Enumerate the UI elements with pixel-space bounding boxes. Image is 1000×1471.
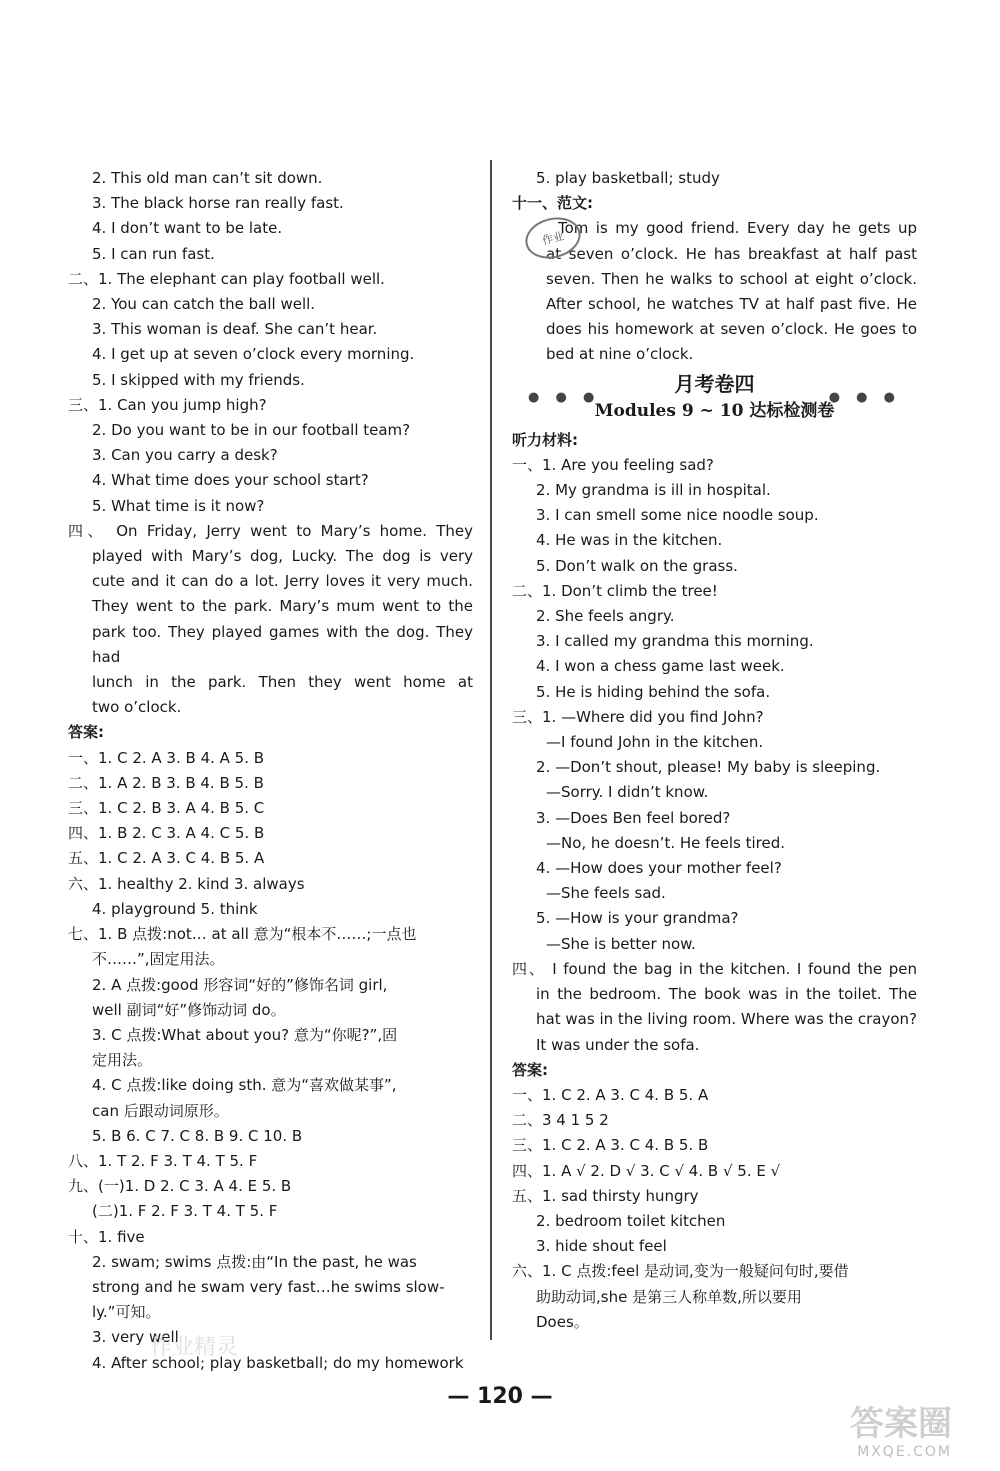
text-line: 助助动词,she 是第三人称单数,所以要用	[536, 1287, 802, 1306]
text-line: 三、1. —Where did you find John?	[512, 707, 764, 726]
text-line: 2. She feels angry.	[536, 607, 675, 626]
text-line: 五、1. sad thirsty hungry	[512, 1186, 699, 1205]
text-line: 十一、范文:	[512, 194, 593, 213]
text-line: 3. hide shout feel	[536, 1237, 667, 1256]
text-line: 一、1. C 2. A 3. C 4. B 5. A	[512, 1085, 709, 1104]
text-line: can 后跟动词原形。	[92, 1101, 229, 1120]
homework-stamp: 作业	[521, 212, 585, 264]
text-line: 听力材料:	[512, 430, 578, 449]
text-line: 3. Can you carry a desk?	[92, 446, 278, 465]
text-line: —She is better now.	[546, 934, 696, 953]
text-line: 三、1. Can you jump high?	[68, 395, 267, 414]
text-line: 4. He was in the kitchen.	[536, 531, 723, 550]
text-line: 三、1. C 2. A 3. C 4. B 5. B	[512, 1136, 709, 1155]
text-line: 八、1. T 2. F 3. T 4. T 5. F	[68, 1151, 258, 1170]
text-line: 七、1. B 点拨:not… at all 意为“根本不……;一点也	[68, 925, 417, 944]
text-line: 5. —How is your grandma?	[536, 909, 739, 928]
text-line: Does。	[536, 1312, 589, 1331]
text-line: 五、1. C 2. A 3. C 4. B 5. A	[68, 849, 265, 868]
text-line: 2. This old man can’t sit down.	[92, 169, 323, 187]
text-line: 答案:	[68, 723, 104, 742]
text-line: 5. What time is it now?	[92, 496, 265, 515]
text-line: ly.”可知。	[92, 1303, 161, 1322]
text-line: lunch in the park. Then they went home at	[92, 673, 473, 692]
faint-watermark: 作业精灵	[150, 1335, 239, 1360]
text-line: —I found John in the kitchen.	[546, 733, 764, 752]
text-line: 5. I skipped with my friends.	[92, 370, 305, 389]
text-line: 2. swam; swims 点拨:由“In the past, he was	[92, 1252, 417, 1271]
text-line: 九、(一)1. D 2. C 3. A 4. E 5. B	[68, 1177, 292, 1196]
text-line: two o’clock.	[92, 698, 182, 717]
text-line: 4. After school; play basketball; do my homework	[92, 1353, 464, 1372]
text-line: 4. I won a chess game last week.	[536, 657, 785, 676]
text-line: 六、1. healthy 2. kind 3. always	[68, 874, 305, 893]
text-line: (二)1. F 2. F 3. T 4. T 5. F	[92, 1202, 278, 1221]
text-line: 二、1. Don’t climb the tree!	[512, 581, 718, 600]
text-line: —She feels sad.	[546, 884, 666, 903]
text-line: 定用法。	[92, 1051, 153, 1070]
text-line: well 副词“好”修饰动词 do。	[92, 1000, 286, 1019]
text-line: 5. He is hiding behind the sofa.	[536, 682, 771, 701]
text-line: 二、1. The elephant can play football well.	[68, 269, 385, 288]
text-line: 2. Do you want to be in our football team?	[92, 421, 411, 440]
text-line: 3. very well	[92, 1328, 179, 1347]
watermark-url: MXQE.COM	[857, 1444, 952, 1460]
text-line: strong and he swam very fast…he swims slow-	[92, 1277, 445, 1296]
right-column	[512, 166, 917, 1335]
text-line: 答案:	[512, 1060, 548, 1079]
text-line: They went to the park. Mary’s mum went to the	[92, 597, 473, 616]
column-divider	[490, 160, 492, 1340]
text-line: It was under the sofa.	[536, 1035, 700, 1054]
section-title-block	[512, 370, 917, 424]
text-line: at seven o’clock. He has breakfast at half past	[546, 244, 917, 263]
text-line: 2. —Don’t shout, please! My baby is sleeping.	[536, 758, 881, 777]
text-line: 四、 I found the bag in the kitchen. I found the pen	[512, 959, 917, 978]
text-line: played with Mary’s dog, Lucky. The dog is very	[92, 547, 473, 566]
left-column	[68, 166, 473, 1376]
text-line: 4. C 点拨:like doing sth. 意为“喜欢做某事”,	[92, 1076, 397, 1095]
text-line: 不……”,固定用法。	[92, 950, 225, 969]
text-line: 二、3 4 1 5 2	[512, 1111, 609, 1130]
text-line: hat was in the living room. Where was the crayon?	[536, 1010, 917, 1029]
page-number: — 120 —	[447, 1384, 553, 1409]
text-line: park too. They played games with the dog. They had	[92, 622, 473, 666]
text-line: 3. I called my grandma this morning.	[536, 632, 814, 651]
text-line: 5. play basketball; study	[536, 169, 720, 187]
text-line: seven. Then he walks to school at eight o’clock.	[546, 269, 917, 288]
text-line: 5. I can run fast.	[92, 244, 215, 263]
text-line: 四、 On Friday, Jerry went to Mary’s home. They	[68, 521, 473, 540]
text-line: 2. You can catch the ball well.	[92, 295, 316, 314]
right-bottom-block	[512, 428, 917, 1335]
text-line: 一、1. Are you feeling sad?	[512, 455, 714, 474]
text-line: 3. C 点拨:What about you? 意为“你呢?”,固	[92, 1025, 398, 1044]
text-line: 2. My grandma is ill in hospital.	[536, 481, 771, 500]
text-line: 四、1. B 2. C 3. A 4. C 5. B	[68, 824, 265, 843]
text-line: 2. bedroom toilet kitchen	[536, 1211, 726, 1230]
text-line: 十、1. five	[68, 1227, 145, 1246]
text-line: After school, he watches TV at half past five. He	[546, 295, 917, 314]
title-dots-right: ● ● ●	[828, 389, 901, 405]
text-line: Tom is my good friend. Every day he gets up	[558, 219, 917, 238]
text-line: 3. —Does Ben feel bored?	[536, 808, 731, 827]
text-line: 4. playground 5. think	[92, 899, 258, 918]
text-line: bed at nine o’clock.	[546, 345, 694, 364]
text-line: 5. Don’t walk on the grass.	[536, 556, 738, 575]
text-line: in the bedroom. The book was in the toilet. The	[536, 985, 917, 1004]
right-top-block	[512, 166, 917, 368]
text-line: 4. —How does your mother feel?	[536, 859, 782, 878]
text-line: 4. I don’t want to be late.	[92, 219, 283, 238]
section-title: 月考卷四	[674, 371, 755, 396]
text-line: —No, he doesn’t. He feels tired.	[546, 833, 786, 852]
text-line: 3. I can smell some nice noodle soup.	[536, 506, 819, 525]
title-dots-left: ● ● ●	[528, 389, 601, 405]
text-line: 4. What time does your school start?	[92, 471, 369, 490]
text-line: 4. I get up at seven o’clock every morning.	[92, 345, 415, 364]
section-subtitle: Modules 9 ~ 10 达标检测卷	[594, 400, 835, 421]
watermark-logo	[802, 1404, 952, 1466]
text-line: 三、1. C 2. B 3. A 4. B 5. C	[68, 799, 265, 818]
text-line: 一、1. C 2. A 3. B 4. A 5. B	[68, 748, 265, 767]
watermark-main: 答案圈	[850, 1404, 952, 1444]
text-line: 3. This woman is deaf. She can’t hear.	[92, 320, 378, 339]
text-line: 四、1. A √ 2. D √ 3. C √ 4. B √ 5. E √	[512, 1161, 781, 1180]
text-line: does his homework at seven o’clock. He goes to	[546, 320, 917, 339]
text-line: cute and it can do a lot. Jerry loves it very much.	[92, 572, 473, 591]
text-line: 2. A 点拨:good 形容词“好的”修饰名词 girl,	[92, 975, 388, 994]
text-line: 3. The black horse ran really fast.	[92, 194, 344, 213]
text-line: 二、1. A 2. B 3. B 4. B 5. B	[68, 773, 264, 792]
text-line: —Sorry. I didn’t know.	[546, 783, 709, 802]
text-line: 六、1. C 点拨:feel 是动词,变为一般疑问句时,要借	[512, 1262, 849, 1281]
text-line: 5. B 6. C 7. C 8. B 9. C 10. B	[92, 1126, 303, 1145]
